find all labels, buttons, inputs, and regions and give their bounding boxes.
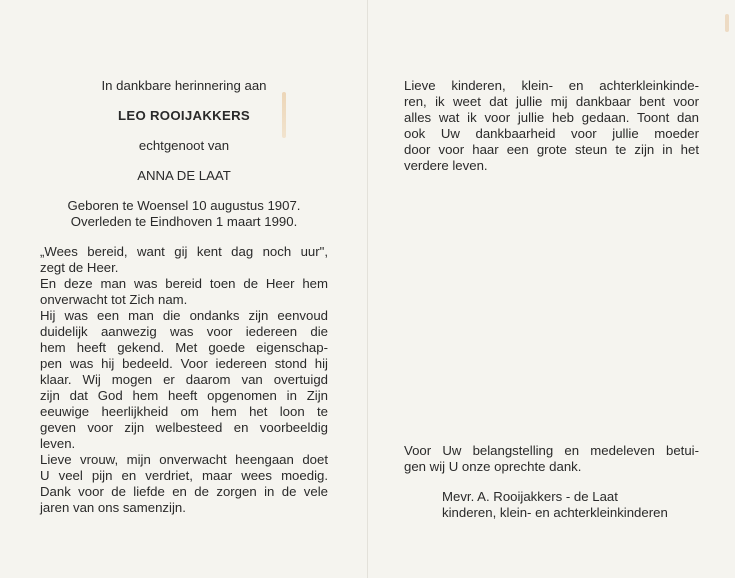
thanks-text [404,443,699,475]
death-line: Overleden te Eindhoven 1 maart 1990. [70,214,298,229]
verse-line: Dank voor de liefde en de zorgen in de vele [40,484,328,499]
message-line: door voor haar een grote steun te zijn in het [404,142,699,157]
thanks-line: Voor Uw belangstelling en medeleven betui- [404,443,699,458]
verse-line: zegt de Heer. [40,260,119,275]
verse-line: eeuwige heerlijkheid om hem het loon te [40,404,328,419]
left-page [40,78,328,516]
message-line: Lieve kinderen, klein- en achterkleinkinde- [404,78,699,93]
verse-line: zijn dat God hem heeft opgenomen in Zijn [40,388,328,403]
verse-line: U veel pijn en verdriet, maar wees moedig. [40,468,328,483]
memorial-verse [40,244,328,516]
verse-line: leven. [40,436,76,451]
signature-line: Mevr. A. Rooijakkers - de Laat [442,489,618,504]
verse-line: pen was hij bedeeld. Voor iedereen stond hij [40,356,328,371]
card-fold [367,0,368,578]
verse-line: klaar. Wij mogen er daarom van overtuigd [40,372,328,387]
message-line: verdere leven. [404,158,488,173]
message-line: ook Uw dankbaarheid voor jullie moeder [404,126,699,141]
children-message [404,78,699,174]
message-line: alles wat ik voor jullie heb gedaan. Toont dan [404,110,699,125]
signature-line: kinderen, klein- en achterkleinkinderen [442,505,668,520]
verse-line: Lieve vrouw, mijn onverwacht heengaan doet [40,452,328,467]
verse-line: onverwacht tot Zich nam. [40,292,188,307]
intro-text: In dankbare herinnering aan [101,78,267,93]
spouse-name: ANNA DE LAAT [137,168,231,183]
deceased-name: LEO ROOIJAKKERS [118,108,250,123]
thanks-section [404,443,699,521]
stain-mark [725,14,729,32]
verse-line: En deze man was bereid toen de Heer hem [40,276,328,291]
thanks-line: gen wij U onze oprechte dank. [404,459,582,474]
signature-block [404,489,699,521]
birth-line: Geboren te Woensel 10 augustus 1907. [67,198,301,213]
verse-line: duidelijk aanwezig was voor iedereen die [40,324,328,339]
message-line: ren, ik weet dat jullie mij dankbaar bent voor [404,94,699,109]
verse-line: Hij was een man die ondanks zijn eenvoud [40,308,328,323]
verse-line: hem heeft gekend. Met goede eigenschap- [40,340,328,355]
verse-line: geven voor zijn welbesteed en voorbeeldig [40,420,328,435]
relation-text: echtgenoot van [138,138,230,153]
verse-line: „Wees bereid, want gij kent dag noch uur", [40,244,328,259]
verse-line: jaren van ons samenzijn. [40,500,186,515]
